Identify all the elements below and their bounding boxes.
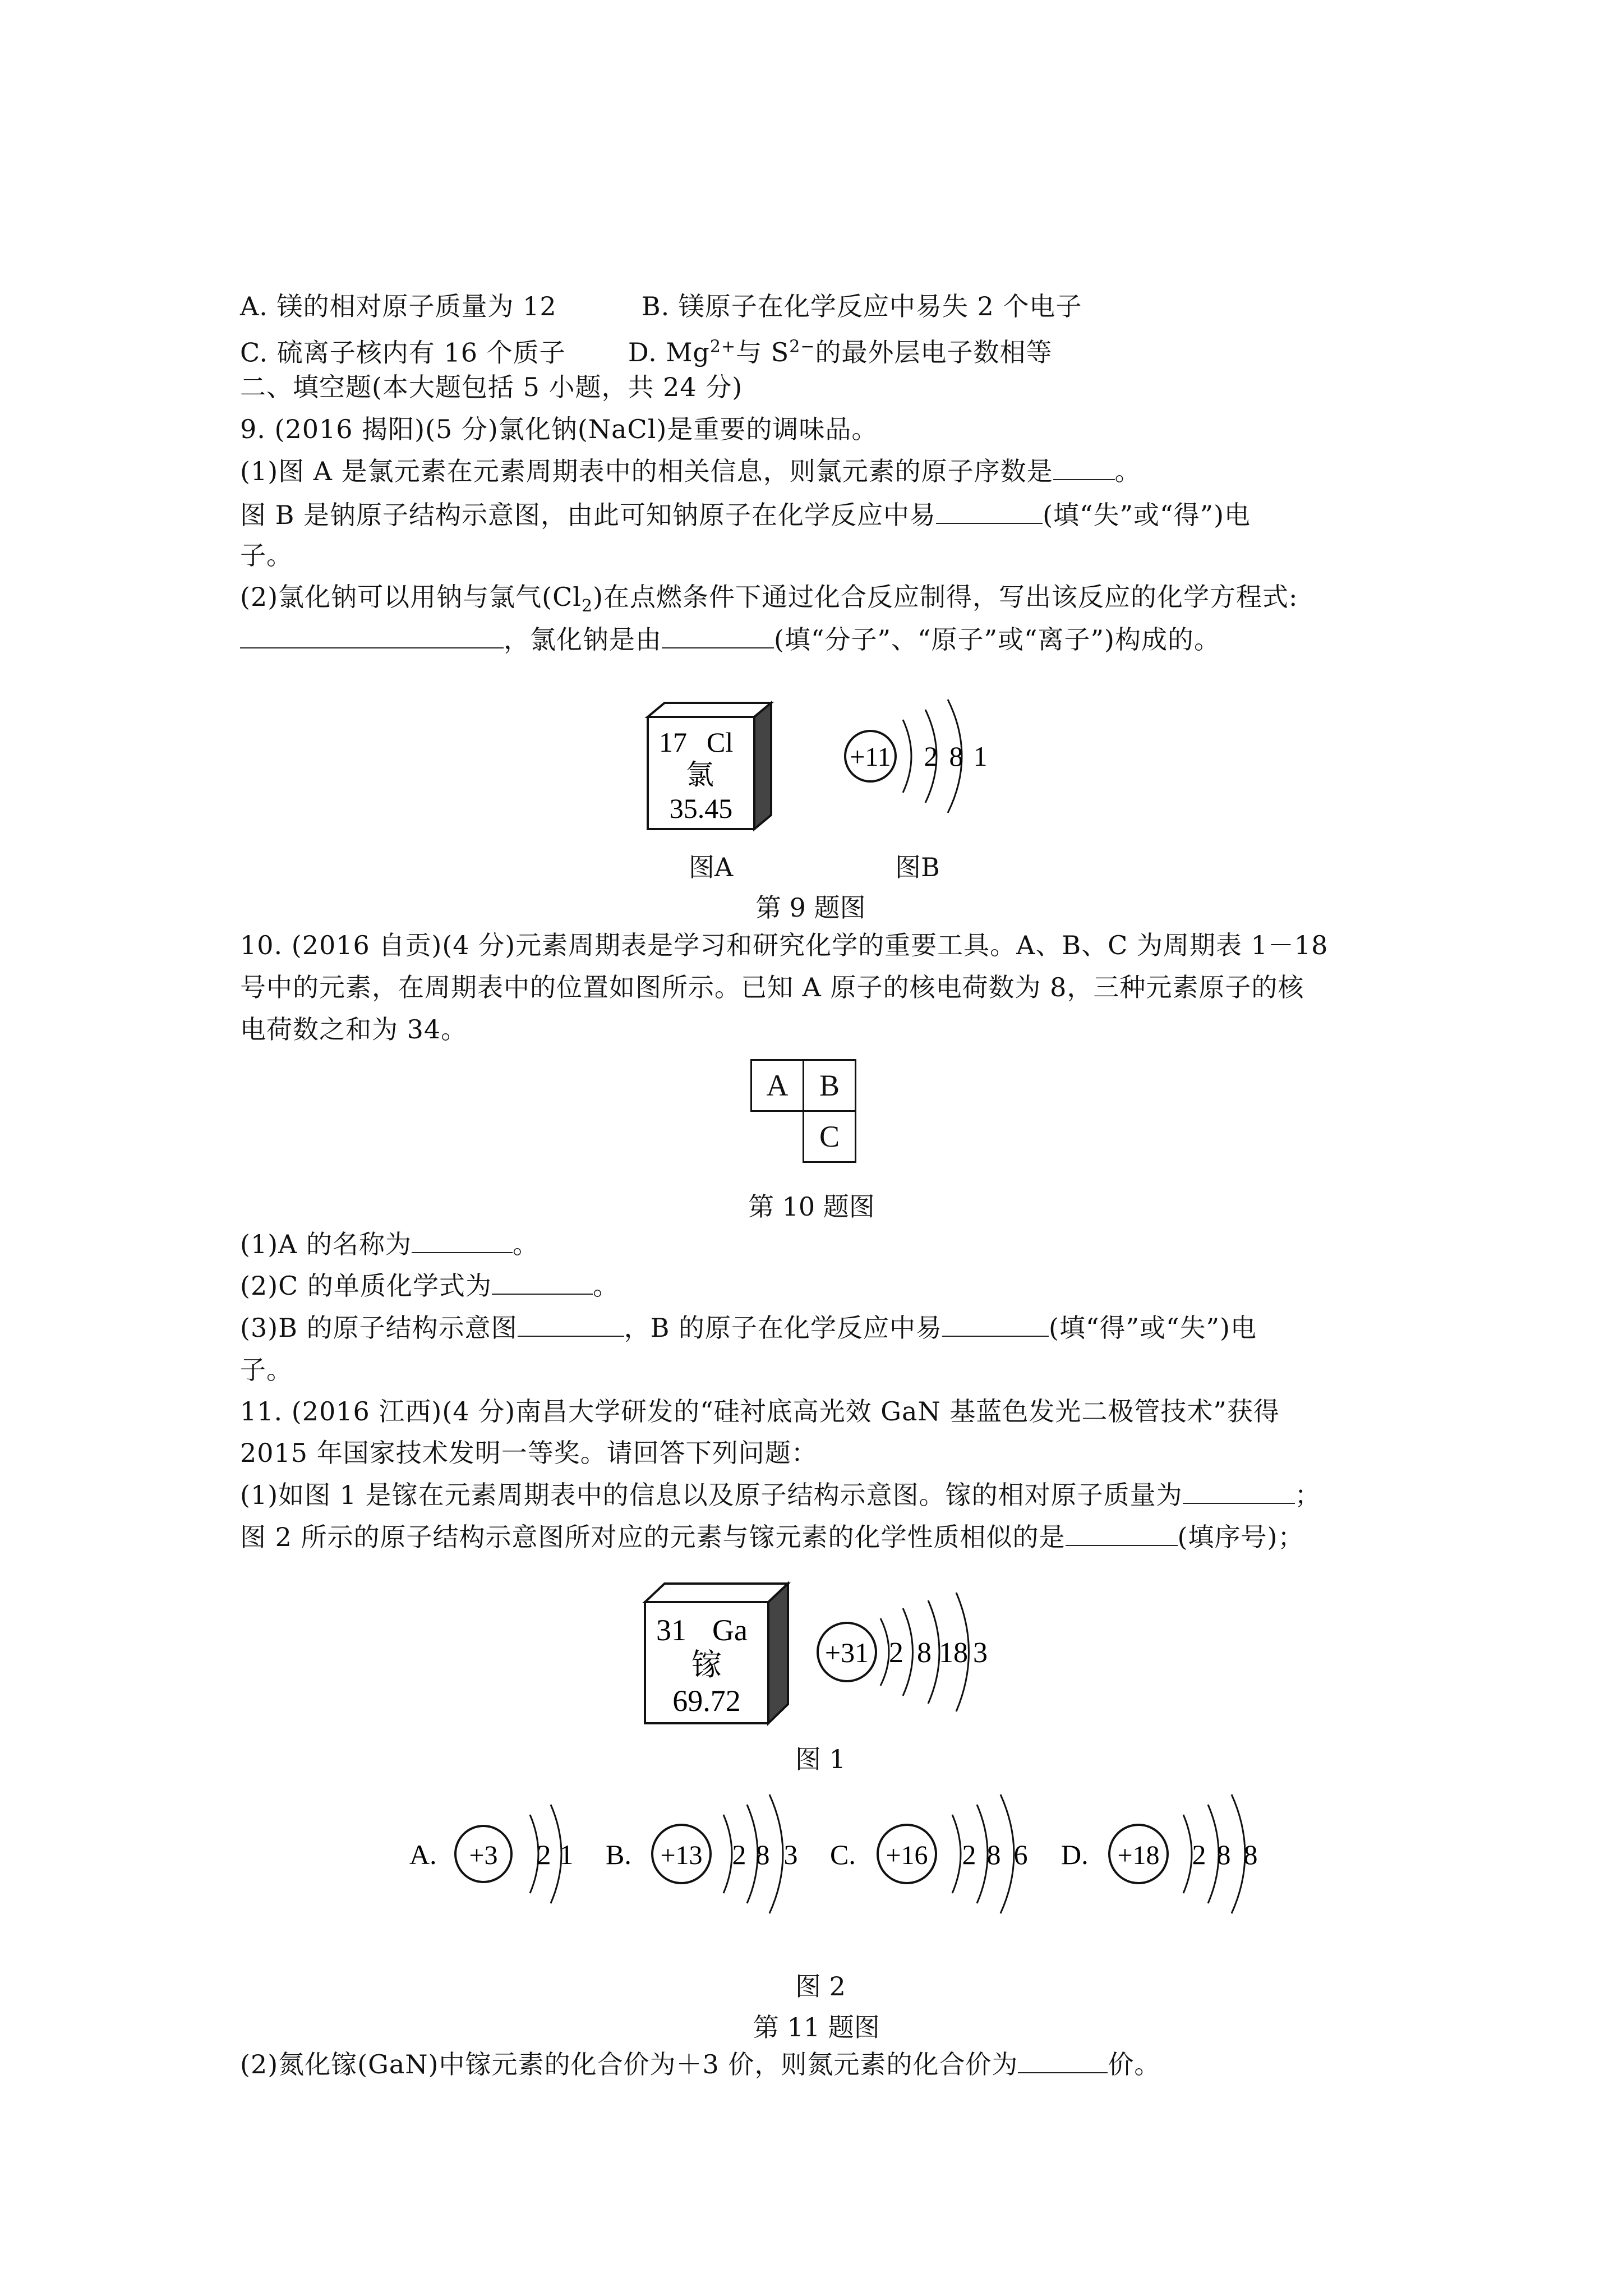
svg-text:+13: +13 (660, 1841, 703, 1870)
svg-text:8: 8 (917, 1637, 932, 1669)
q10-sub2: (2)C 的单质化学式为 。 (240, 1271, 619, 1301)
figure-b-label: 图B (895, 852, 940, 882)
q9-part1-line2: 图 B 是钠原子结构示意图，由此可知钠原子在化学反应中易 (填“失”或“得”)电 (240, 500, 1251, 530)
q9-part2-line1: (2)氯化钠可以用钠与氯气$(Cl_2)$在点燃条件下通过化合反应制得，写出该反应的化学方程式: (240, 582, 1298, 616)
answer-blank[interactable] (240, 625, 504, 648)
ga-mass: 69.72 (672, 1684, 741, 1718)
svg-text:3: 3 (783, 1839, 798, 1870)
svg-text:C.: C. (830, 1839, 856, 1870)
cell-c: C (804, 1111, 856, 1162)
section-heading: 二、填空题(本大题包括 5 小题，共 24 分) (240, 372, 743, 402)
figure-2-label: 图 2 (795, 1971, 846, 2001)
ga-name: 镓 (691, 1648, 722, 1682)
q9-part1-line1: (1)图 A 是氯元素在元素周期表中的相关信息，则氯元素的原子序数是 。 (240, 456, 1141, 486)
q9-part2-line2: ，氯化钠是由 (填“分子”、“原子”或“离子”)构成的。 (240, 623, 1220, 656)
q8-option-c: C. 硫离子核内有 16 个质子 (240, 337, 566, 368)
svg-text:8: 8 (986, 1839, 1001, 1870)
svg-text:8: 8 (949, 740, 963, 772)
q11-stem-line2: 2015 年国家技术发明一等奖。请回答下列问题： (240, 1438, 818, 1468)
q10-stem-line3: 电荷数之和为 34。 (240, 1014, 468, 1045)
svg-text:8: 8 (1216, 1839, 1231, 1870)
svg-text:2: 2 (1192, 1839, 1206, 1870)
q8-option-d: D. $Mg^{2+}$与 $S^{2-}$的最外层电子数相等 (628, 337, 1053, 368)
option-d-atom (1061, 1795, 1258, 1913)
svg-text:A.: A. (409, 1839, 437, 1870)
svg-text:D.: D. (1061, 1839, 1089, 1870)
gallium-atom-diagram (813, 1585, 1026, 1719)
option-c-atom (830, 1795, 1028, 1913)
cell-b: B (804, 1060, 856, 1111)
sodium-atom-diagram (836, 687, 1021, 855)
cl-atomic-number: 17 (659, 726, 687, 758)
q9-part1-line3: 子。 (240, 540, 293, 570)
q10-sub1: (1)A 的名称为 。 (240, 1229, 540, 1259)
answer-blank[interactable] (492, 1271, 593, 1295)
periodic-table-fragment (750, 1059, 856, 1163)
q8-options-row-1 (240, 289, 1082, 323)
q11-stem-line1: 11. (2016 江西)(4 分)南昌大学研发的“硅衬底高光效 GaN 基蓝色发光二极管技术”获得 (240, 1396, 1280, 1427)
option-a-atom (409, 1805, 574, 1903)
svg-text:2: 2 (924, 740, 938, 772)
q11-part2: (2)氮化镓(GaN)中镓元素的化合价为＋3 价，则氮元素的化合价为 价。 (240, 2049, 1161, 2079)
cl-mass: 35.45 (669, 793, 733, 824)
ga-nucleus-charge: +31 (824, 1637, 869, 1668)
svg-text:+16: +16 (886, 1841, 928, 1870)
q10-stem-line2: 号中的元素，在周期表中的位置如图所示。已知 A 原子的核电荷数为 8，三种元素原子的核 (240, 972, 1304, 1002)
cl-name: 氯 (686, 759, 714, 790)
q8-options-row-2 (240, 330, 1052, 369)
q10-sub3: (3)B 的原子结构示意图 ，B 的原子在化学反应中易 (填“得”或“失”)电 (240, 1313, 1257, 1343)
chlorine-element-card (639, 700, 780, 835)
figure-a-label: 图A (689, 852, 734, 882)
svg-text:2: 2 (962, 1839, 976, 1870)
option-b-atom (606, 1795, 798, 1913)
svg-text:8: 8 (1243, 1839, 1258, 1870)
q8-option-a: A. 镁的相对原子质量为 12 (240, 291, 557, 321)
q11-part1-line1: (1)如图 1 是镓在元素周期表中的信息以及原子结构示意图。镓的相对原子质量为 ； (240, 1480, 1321, 1510)
gallium-element-card (637, 1581, 799, 1728)
answer-blank[interactable] (518, 1313, 624, 1337)
q11-part1-line2: 图 2 所示的原子结构示意图所对应的元素与镓元素的化学性质相似的是 (填序号)； (240, 1522, 1304, 1552)
answer-blank[interactable] (1183, 1480, 1295, 1504)
q10-figure-caption: 第 10 题图 (748, 1191, 875, 1222)
answer-blank[interactable] (662, 625, 774, 648)
svg-text:18: 18 (939, 1637, 968, 1669)
svg-text:B.: B. (606, 1839, 631, 1870)
q9-figure-caption: 第 9 题图 (755, 892, 866, 923)
q10-stem-line1: 10. (2016 自贡)(4 分)元素周期表是学习和研究化学的重要工具。A、B、C 为周期表 1－18 (240, 930, 1329, 960)
svg-text:2: 2 (537, 1839, 551, 1870)
svg-text:+3: +3 (469, 1841, 498, 1870)
answer-blank[interactable] (942, 1313, 1049, 1337)
cell-empty (751, 1111, 804, 1162)
svg-text:+18: +18 (1117, 1841, 1160, 1870)
ga-symbol: Ga (712, 1613, 748, 1647)
svg-text:1: 1 (559, 1839, 574, 1870)
na-nucleus-charge: +11 (850, 742, 891, 772)
na-electron-shells (924, 740, 988, 772)
q8-option-b: B. 镁原子在化学反应中易失 2 个电子 (641, 291, 1082, 321)
svg-text:2: 2 (732, 1839, 746, 1870)
ga-atomic-number: 31 (656, 1613, 686, 1647)
answer-blank[interactable] (1018, 2050, 1108, 2073)
svg-text:8: 8 (755, 1839, 770, 1870)
figure-1-label: 图 1 (795, 1744, 846, 1774)
option-atom-diagrams (404, 1781, 1290, 1927)
svg-text:1: 1 (973, 740, 988, 772)
q9-stem: 9. (2016 揭阳)(5 分)氯化钠(NaCl)是重要的调味品。 (240, 414, 878, 444)
answer-blank[interactable] (1066, 1522, 1178, 1546)
cl-symbol: Cl (707, 726, 734, 758)
q11-figure-caption: 第 11 题图 (753, 2012, 880, 2042)
svg-text:2: 2 (889, 1637, 903, 1669)
answer-blank[interactable] (1053, 457, 1115, 480)
answer-blank[interactable] (412, 1230, 513, 1253)
q10-sub3-cont: 子。 (240, 1355, 293, 1385)
cell-a: A (751, 1060, 804, 1111)
svg-text:6: 6 (1013, 1839, 1028, 1870)
answer-blank[interactable] (936, 500, 1043, 524)
svg-text:3: 3 (973, 1637, 988, 1669)
